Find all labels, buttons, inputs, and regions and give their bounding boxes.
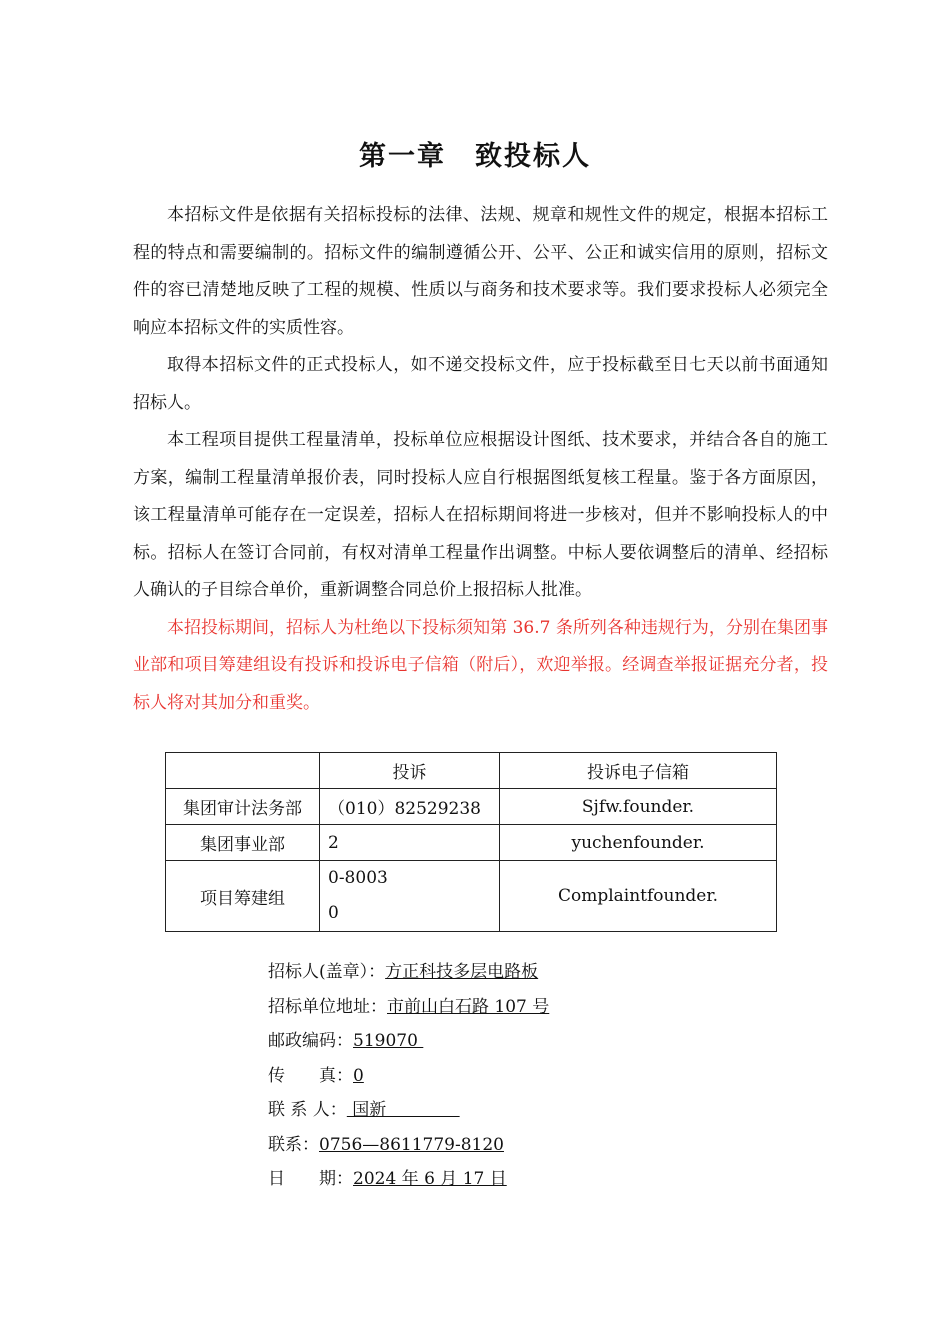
table-row bbox=[166, 861, 777, 932]
paragraph-3: 本工程项目提供工程量清单，投标单位应根据设计图纸、技术要求，并结合各自的施工方案，编制工程量清单报价表，同时投标人应自行根据图纸复核工程量。鉴于各方面原因，该工程量清单可能存在一定误差，招标人在招标期间将进一步核对，但并不影响投标人的中标。招标人在签订合同前，有权对清单工程量作出调整。中标人要依调整后的清单、经招标人确认的子目综合单价，重新调整合同总价上报招标人批准。 bbox=[133, 430, 828, 600]
table-cell-dept: 集团事业部 bbox=[166, 825, 320, 861]
contact-label: 联 系 人： bbox=[268, 1100, 347, 1120]
table-cell-email: yuchenfounder. bbox=[500, 825, 777, 861]
body-text bbox=[133, 197, 828, 722]
paragraph-2: 取得本招标文件的正式投标人，如不递交投标文件，应于投标截至日七天以前书面通知招标人。 bbox=[133, 355, 828, 413]
fax-value: 0 bbox=[353, 1065, 364, 1086]
table-header-row bbox=[166, 753, 777, 789]
table-cell-dept: 集团审计法务部 bbox=[166, 789, 320, 825]
table-header-email: 投诉电子信箱 bbox=[500, 753, 777, 789]
table-cell-phone bbox=[320, 861, 500, 932]
date-value: 2024 年 6 月 17 日 bbox=[353, 1169, 507, 1189]
tenderer-value: 方正科技多层电路板 bbox=[385, 962, 539, 982]
date-row bbox=[268, 1162, 549, 1197]
phone-value: 0756—8611779-8120 bbox=[319, 1134, 504, 1155]
table-cell-email: Complaintfounder. bbox=[500, 861, 777, 932]
contact-row bbox=[268, 1093, 549, 1128]
address-value: 市前山白石路 107 号 bbox=[387, 996, 550, 1017]
address-label: 招标单位地址： bbox=[268, 996, 387, 1017]
date-label: 日 期： bbox=[268, 1169, 353, 1189]
phone-row bbox=[268, 1128, 549, 1163]
complaint-contact-table bbox=[165, 752, 777, 932]
phone-line-2: 0 bbox=[328, 903, 339, 923]
tenderer-info bbox=[268, 955, 549, 1197]
table-cell-phone: （010）82529238 bbox=[320, 789, 500, 825]
postcode-label: 邮政编码： bbox=[268, 1031, 353, 1051]
phone-label: 联系： bbox=[268, 1134, 319, 1155]
tenderer-row bbox=[268, 955, 549, 990]
complaint-notice-paragraph: 本招投标期间，招标人为杜绝以下投标须知第 36.7 条所列各种违规行为，分别在集团事业部和项目筹建组设有投诉和投诉电子信箱（附后），欢迎举报。经调查举报证据充分者，投标人将对其加分和重奖。 bbox=[133, 617, 828, 713]
postcode-row bbox=[268, 1024, 549, 1059]
address-row bbox=[268, 990, 549, 1025]
table-cell-email: Sjfw.founder. bbox=[500, 789, 777, 825]
postcode-value: 519070 bbox=[353, 1031, 424, 1051]
table-row bbox=[166, 825, 777, 861]
table-header-phone: 投诉 bbox=[320, 753, 500, 789]
table-cell-dept: 项目筹建组 bbox=[166, 861, 320, 932]
contact-value: 国新 bbox=[346, 1100, 460, 1120]
table-cell-phone: 2 bbox=[320, 825, 500, 861]
fax-label: 传 真： bbox=[268, 1065, 353, 1086]
tenderer-label: 招标人(盖章）： bbox=[268, 962, 386, 982]
chapter-title: 第一章 致投标人 bbox=[359, 141, 591, 172]
paragraph-1: 本招标文件是依据有关招标投标的法律、法规、规章和规性文件的规定，根据本招标工程的特点和需要编制的。招标文件的编制遵循公开、公平、公正和诚实信用的原则，招标文件的容已清楚地反映了工程的规模、性质以与商务和技术要求等。我们要求投标人必须完全响应本招标文件的实质性容。 bbox=[133, 205, 828, 338]
table-row bbox=[166, 789, 777, 825]
phone-line-1: 0-8003 bbox=[328, 868, 388, 888]
table-header-empty bbox=[166, 753, 320, 789]
fax-row bbox=[268, 1059, 549, 1094]
